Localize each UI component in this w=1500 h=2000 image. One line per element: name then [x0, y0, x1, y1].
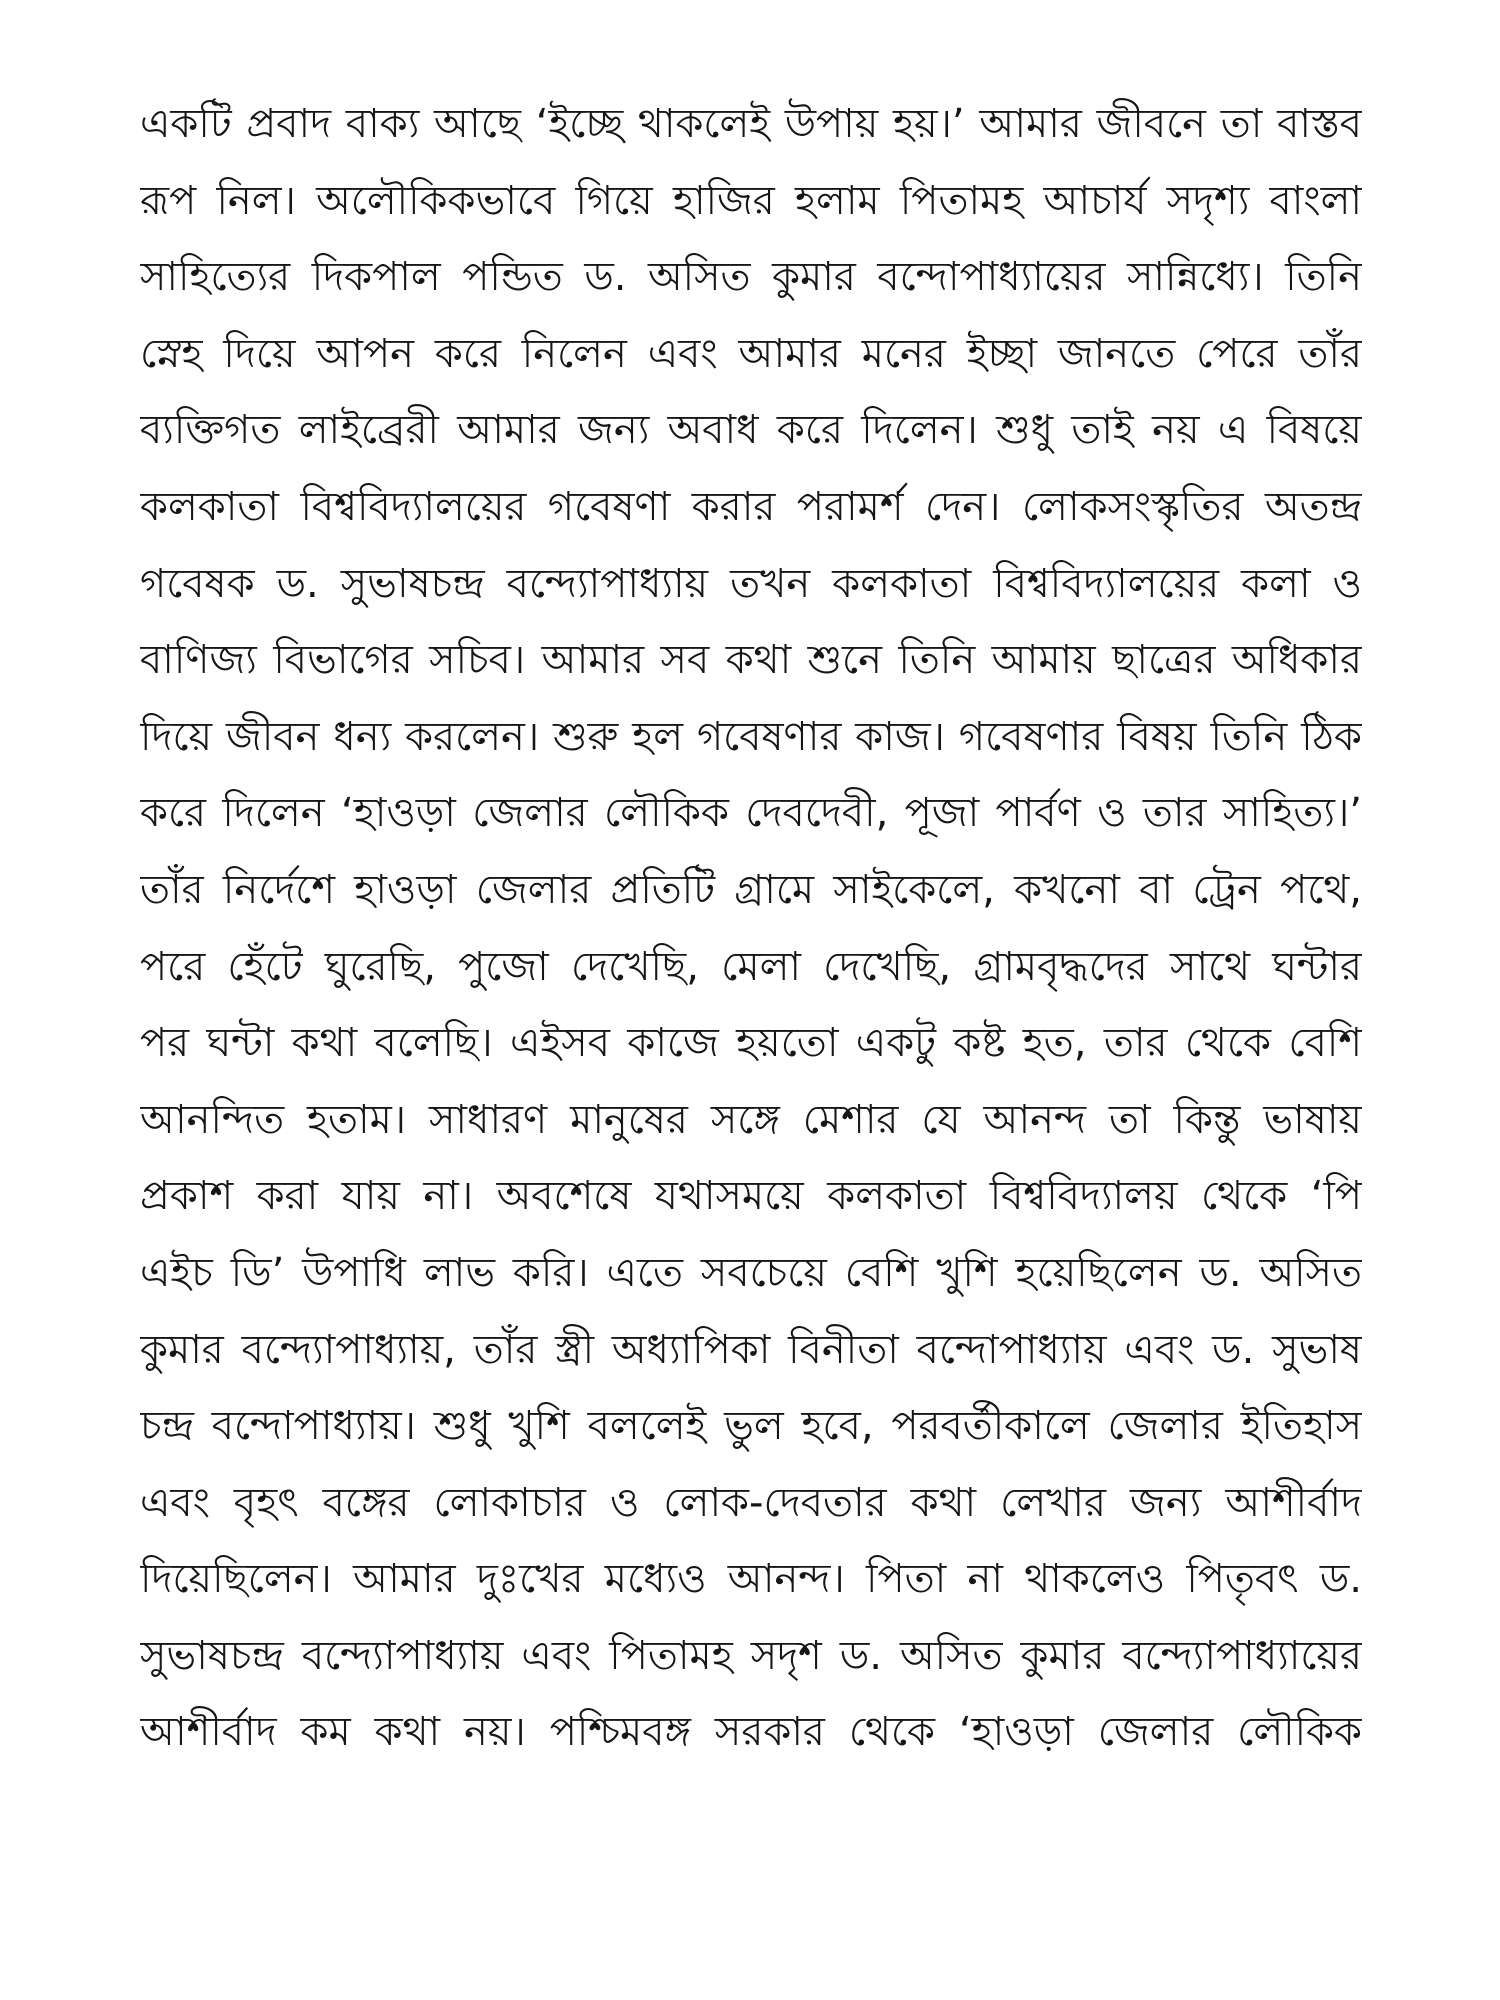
text-line: তাঁর নির্দেশে হাওড়া জেলার প্রতিটি গ্রামে সাইকেলে, কখনো বা ট্রেন পথে, — [140, 866, 1362, 913]
text-line: এবং বৃহৎ বঙ্গের লোকাচার ও লোক-দেবতার কথা লেখার জন্য আশীর্বাদ — [140, 1479, 1362, 1526]
text-line: কলকাতা বিশ্ববিদ্যালয়ের গবেষণা করার পরামর্শ দেন। লোকসংস্কৃতির অতন্দ্র — [140, 483, 1362, 530]
text-line: সাহিত্যের দিকপাল পন্ডিত ড. অসিত কুমার বন্দোপাধ্যায়ের সান্নিধ্যে। তিনি — [140, 254, 1362, 301]
text-line: পর ঘন্টা কথা বলেছি। এইসব কাজে হয়তো একটু কষ্ট হত, তার থেকে বেশি — [140, 1020, 1362, 1067]
text-line: রূপ নিল। অলৌকিকভাবে গিয়ে হাজির হলাম পিতামহ আচার্য সদৃশ্য বাংলা — [140, 177, 1362, 224]
text-line: স্নেহ দিয়ে আপন করে নিলেন এবং আমার মনের ইচ্ছা জানতে পেরে তাঁর — [140, 330, 1362, 377]
text-line: চন্দ্র বন্দোপাধ্যায়। শুধু খুশি বললেই ভুল হবে, পরবর্তীকালে জেলার ইতিহাস — [140, 1403, 1362, 1450]
text-line: পরে হেঁটে ঘুরেছি, পুজো দেখেছি, মেলা দেখেছি, গ্রামবৃদ্ধদের সাথে ঘন্টার — [140, 943, 1362, 990]
text-line: আনন্দিত হতাম। সাধারণ মানুষের সঙ্গে মেশার যে আনন্দ তা কিন্তু ভাষায় — [140, 1096, 1362, 1143]
text-line: একটি প্রবাদ বাক্য আছে ‘ইচ্ছে থাকলেই উপায় হয়।’ আমার জীবনে তা বাস্তব — [140, 101, 1362, 147]
text-line: কুমার বন্দ্যোপাধ্যায়, তাঁর স্ত্রী অধ্যাপিকা বিনীতা বন্দোপাধ্যায় এবং ড. সুভাষ — [140, 1326, 1362, 1373]
text-line: গবেষক ড. সুভাষচন্দ্র বন্দ্যোপাধ্যায় তখন কলকাতা বিশ্ববিদ্যালয়ের কলা ও — [140, 560, 1362, 607]
text-line: এইচ ডি’ উপাধি লাভ করি। এতে সবচেয়ে বেশি খুশি হয়েছিলেন ড. অসিত — [140, 1249, 1362, 1296]
text-line: বাণিজ্য বিভাগের সচিব। আমার সব কথা শুনে তিনি আমায় ছাত্রের অধিকার — [140, 637, 1362, 684]
text-line: দিয়েছিলেন। আমার দুঃখের মধ্যেও আনন্দ। পিতা না থাকলেও পিতৃবৎ ড. — [140, 1556, 1362, 1603]
text-line: সুভাষচন্দ্র বন্দ্যোপাধ্যায় এবং পিতামহ সদৃশ ড. অসিত কুমার বন্দ্যোপাধ্যায়ের — [140, 1632, 1362, 1679]
text-line: করে দিলেন ‘হাওড়া জেলার লৌকিক দেবদেবী, পূজা পার্বণ ও তার সাহিত্য।’ — [140, 790, 1362, 837]
text-line: দিয়ে জীবন ধন্য করলেন। শুরু হল গবেষণার কাজ। গবেষণার বিষয় তিনি ঠিক — [140, 713, 1362, 760]
text-line: প্রকাশ করা যায় না। অবশেষে যথাসময়ে কলকাতা বিশ্ববিদ্যালয় থেকে ‘পি — [140, 1173, 1362, 1220]
body-paragraph — [140, 86, 1362, 1771]
text-line: আশীর্বাদ কম কথা নয়। পশ্চিমবঙ্গ সরকার থেকে ‘হাওড়া জেলার লৌকিক — [140, 1709, 1362, 1756]
text-line: ব্যক্তিগত লাইব্রেরী আমার জন্য অবাধ করে দিলেন। শুধু তাই নয় এ বিষয়ে — [140, 407, 1362, 454]
